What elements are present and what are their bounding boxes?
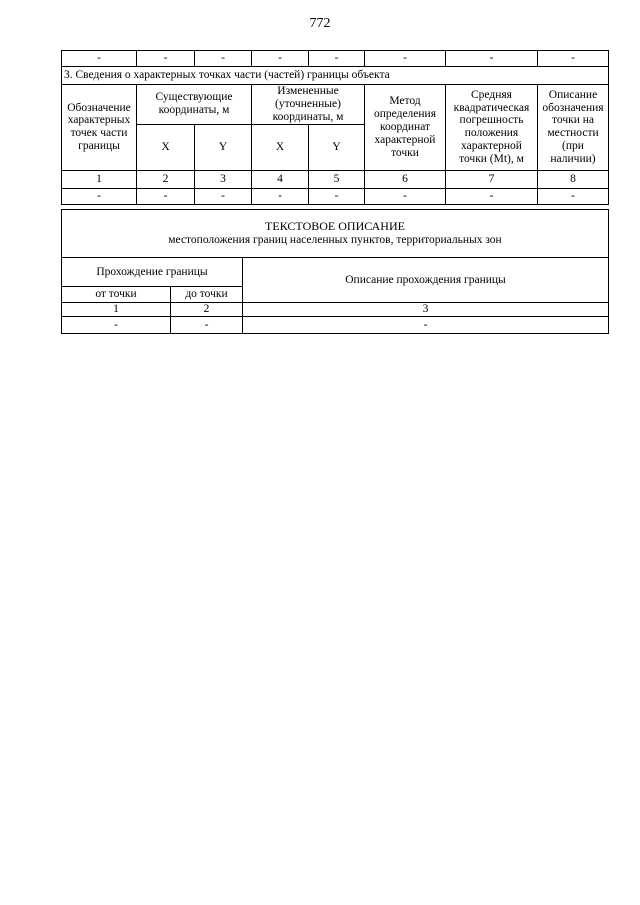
column-number: 7	[446, 170, 538, 188]
column-number: 6	[365, 170, 446, 188]
header-description: Описание прохождения границы	[243, 258, 609, 303]
table-cell: -	[62, 51, 137, 67]
table-cell: -	[252, 188, 309, 204]
table-cell: -	[137, 188, 195, 204]
column-numbers-row	[62, 303, 609, 317]
column-numbers-row	[62, 170, 609, 188]
header-y: Y	[309, 124, 365, 170]
table-row	[62, 188, 609, 204]
table-cell: -	[243, 317, 609, 334]
column-number: 1	[62, 303, 171, 317]
table-cell: -	[309, 188, 365, 204]
table-cell: -	[195, 188, 252, 204]
header-to-point: до точки	[171, 287, 243, 303]
header-x: X	[137, 124, 195, 170]
header-method: Метод определения координат характерной точки	[365, 85, 446, 171]
column-number: 1	[62, 170, 137, 188]
table-cell: -	[365, 51, 446, 67]
table-cell: -	[62, 188, 137, 204]
table-cell: -	[365, 188, 446, 204]
table-cell: -	[538, 188, 609, 204]
header-point-description: Описание обозначения точки на местности (при наличии)	[538, 85, 609, 171]
column-number: 2	[171, 303, 243, 317]
header-changed-coords: Измененные (уточненные) координаты, м	[252, 85, 365, 125]
table-row	[62, 317, 609, 334]
header-row	[62, 85, 609, 125]
header-existing-coords: Существующие координаты, м	[137, 85, 252, 125]
title-main: ТЕКСТОВОЕ ОПИСАНИЕ	[265, 219, 405, 234]
header-point-designation: Обозначение характерных точек части границы	[62, 85, 137, 171]
text-description-title	[62, 210, 609, 258]
table-cell: -	[137, 51, 195, 67]
column-number: 2	[137, 170, 195, 188]
table-row	[62, 67, 609, 85]
header-passage: Прохождение границы	[62, 258, 243, 287]
table-cell: -	[446, 188, 538, 204]
column-number: 4	[252, 170, 309, 188]
header-from-point: от точки	[62, 287, 171, 303]
header-row	[62, 258, 609, 287]
table-cell: -	[171, 317, 243, 334]
section-title: 3. Сведения о характерных точках части (частей) границы объекта	[62, 67, 609, 85]
table-cell: -	[538, 51, 609, 67]
header-mean-square-error: Средняя квадратическая погрешность положения характерной точки (Mt), м	[446, 85, 538, 171]
page-number: 772	[309, 16, 331, 31]
table-row	[62, 51, 609, 67]
table-cell: -	[62, 317, 171, 334]
characteristic-points-table	[61, 50, 609, 205]
table-cell: -	[309, 51, 365, 67]
column-number: 5	[309, 170, 365, 188]
column-number: 8	[538, 170, 609, 188]
text-description-table	[61, 209, 609, 334]
title-subtitle: местоположения границ населенных пунктов, территориальных зон	[168, 233, 502, 246]
header-x: X	[252, 124, 309, 170]
column-number: 3	[243, 303, 609, 317]
table-cell: -	[252, 51, 309, 67]
column-number: 3	[195, 170, 252, 188]
table-cell: -	[195, 51, 252, 67]
table-row	[62, 210, 609, 258]
header-y: Y	[195, 124, 252, 170]
table-cell: -	[446, 51, 538, 67]
